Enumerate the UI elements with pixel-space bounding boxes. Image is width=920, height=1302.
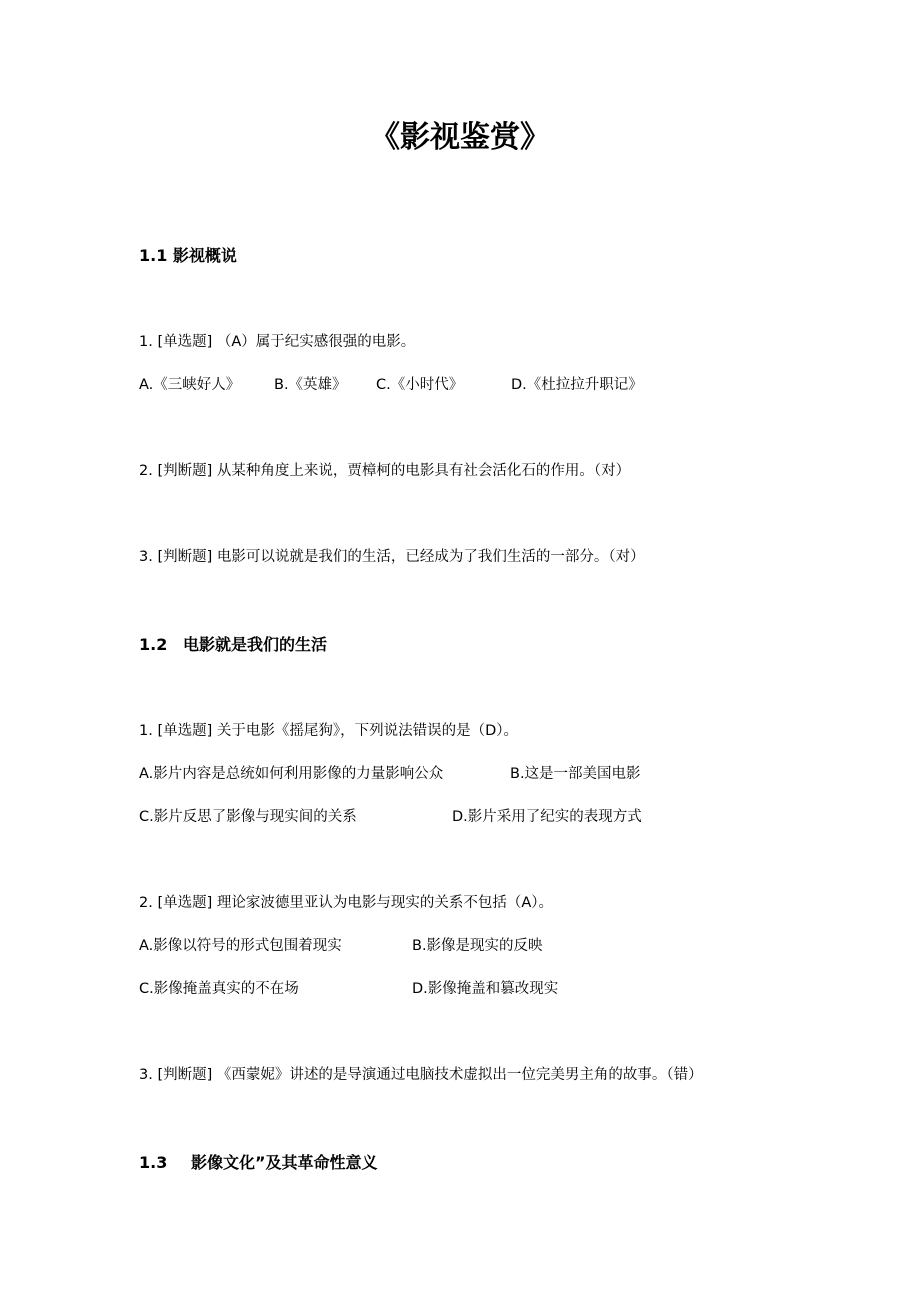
option-d: D.《杜拉拉升职记》 xyxy=(511,377,643,393)
section-heading-1-1 xyxy=(139,243,237,266)
question-text: 1. [单选题] 关于电影《摇尾狗》，下列说法错误的是（D）。 xyxy=(139,723,519,739)
section-title: 影视概说 xyxy=(172,246,237,265)
option-b: B.这是一部美国电影 xyxy=(510,766,641,782)
option-c: C.影像掩盖真实的不在场 xyxy=(139,981,299,997)
section-heading-1-3 xyxy=(139,1150,378,1173)
option-d: D.影片采用了纪实的表现方式 xyxy=(452,809,642,825)
option-a: A.影片内容是总统如何利用影像的力量影响公众 xyxy=(139,766,444,782)
question-text: 1. [单选题] （A）属于纪实感很强的电影。 xyxy=(139,334,416,350)
option-b: B.影像是现实的反映 xyxy=(412,938,543,954)
option-d: D.影像掩盖和篡改现实 xyxy=(412,981,559,997)
document-title: 《影视鉴赏》 xyxy=(370,120,550,155)
question-text: 2. [判断题] 从某种角度上来说，贾樟柯的电影具有社会活化石的作用。（对） xyxy=(139,463,631,479)
question-text: 2. [单选题] 理论家波德里亚认为电影与现实的关系不包括（A）。 xyxy=(139,895,554,911)
section-title: 影像文化”及其革命性意义 xyxy=(191,1153,378,1172)
section-number: 1.1 xyxy=(139,246,168,265)
option-b: B.《英雄》 xyxy=(274,377,347,393)
option-a: A.《三峡好人》 xyxy=(139,377,241,393)
question-text: 3. [判断题] 《西蒙妮》讲述的是导演通过电脑技术虚拟出一位完美男主角的故事。（错） xyxy=(139,1067,703,1083)
section-number: 1.2 xyxy=(139,635,168,654)
option-c: C.《小时代》 xyxy=(376,377,464,393)
question-text: 3. [判断题] 电影可以说就是我们的生活，已经成为了我们生活的一部分。（对） xyxy=(139,549,645,565)
section-number: 1.3 xyxy=(139,1153,168,1172)
section-title: 电影就是我们的生活 xyxy=(183,635,328,654)
option-a: A.影像以符号的形式包围着现实 xyxy=(139,938,342,954)
section-heading-1-2 xyxy=(139,632,327,655)
option-c: C.影片反思了影像与现实间的关系 xyxy=(139,809,357,825)
